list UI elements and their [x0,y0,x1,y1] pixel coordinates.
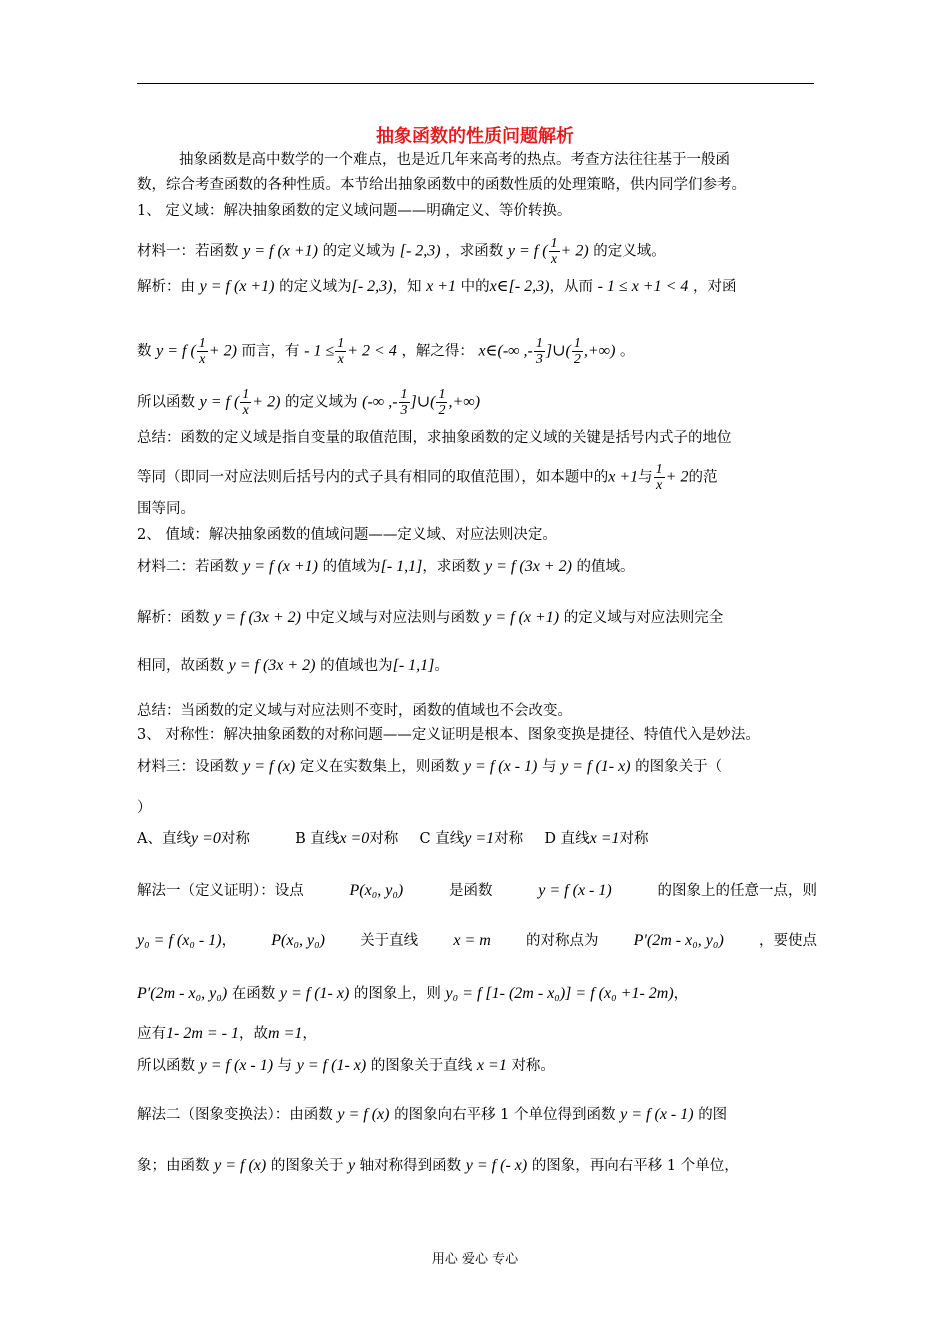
analysis-1-line-2: 数 y = f ( $\frac{1}{x}$ + 2) 而言，有 - 1 ≤ $\frac{1}{x}$ + 2 < 4 ，解之得： x∈(-∞ ,- $\frac{1}{3}$ ]∪( $\frac{1}{2}$ ,+∞) 。 [137,336,635,367]
section-2-heading: 2、 值域：解决抽象函数的值域问题——定义域、对应法则决定。 [137,527,557,543]
analysis-2-line-1: 解析：函数 y = f (3x + 2) 中定义域与对应法则与函数 y = f (x +1) 的定义域与对应法则完全 [137,609,724,626]
fraction: $\frac{1}{x}$ [655,462,663,493]
summary-1-line-1: 总结：函数的定义域是指自变量的取值范围，求抽象函数的定义域的关键是括号内式子的地位 [137,430,732,446]
material-1: 材料一：若函数 y = f (x +1) 的定义域为 [- 2,3) ，求函数 y = f ( $\frac{1}{x}$ + 2) 的定义域。 [137,236,666,267]
proof-2-line-1: 解法二（图象变换法）：由函数 y = f (x) 的图象向右平移 1 个单位得到函数 y = f (x - 1) 的图 [137,1106,728,1123]
proof-1-line-2: y₀ = f (x₀ - 1)， P(x₀, y₀) 关于直线 x = m 的对称点为 P′(2m - x₀, y₀) ，要使点 [137,932,817,949]
intro-line-1: 抽象函数是高中数学的一个难点，也是近几年来高考的热点。考查方法往往基于一般函 [179,152,730,168]
analysis-1-line-3: 所以函数 y = f ( $\frac{1}{x}$ + 2) 的定义域为 (-∞ ,- $\frac{1}{3}$ ]∪( $\frac{1}{2}$ ,+∞) [137,387,481,418]
material-3: 材料三：设函数 y = f (x) 定义在实数集上，则函数 y = f (x - 1) 与 y = f (1- x) 的图象关于（ [137,758,723,775]
proof-1-line-4: 应有1- 2m = - 1，故m =1， [137,1025,317,1042]
summary-1-line-3: 围等同。 [137,501,195,517]
fraction: $\frac{1}{x}$ [198,336,206,367]
proof-2-line-2: 象；由函数 y = f (x) 的图象关于 y 轴对称得到函数 y = f (- x) 的图象，再向右平移 1 个单位， [137,1157,739,1174]
page-title: 抽象函数的性质问题解析 [376,126,574,147]
section-1-heading: 1、 定义域：解决抽象函数的定义域问题——明确定义、等价转换。 [137,203,572,219]
option-b: B 直线x =0对称 [295,830,399,847]
summary-2: 总结：当函数的定义域与对应法则不变时，函数的值域也不会改变。 [137,703,572,719]
fraction: $\frac{1}{x}$ [242,387,250,418]
section-3-heading: 3、 对称性：解决抽象函数的对称问题——定义证明是根本、图象变换是捷径、特值代入是妙法。 [137,727,760,743]
material-2: 材料二：若函数 y = f (x +1) 的值域为[- 1,1]，求函数 y = f (3x + 2) 的值域。 [137,558,635,575]
page-footer: 用心 爱心 专心 [431,1252,519,1267]
fraction: $\frac{1}{x}$ [337,336,345,367]
option-d: D 直线x =1对称 [544,830,649,847]
proof-1-line-3: P′(2m - x₀, y₀) 在函数 y = f (1- x) 的图象上，则 y₀ = f [1- (2m - x₀)] = f (x₀ +1- 2m)， [137,985,689,1002]
intro-line-2: 数，综合考查函数的各种性质。本节给出抽象函数中的函数性质的处理策略，供内同学们参考。 [137,177,746,193]
fraction: $\frac{1}{2}$ [438,387,446,418]
option-a: A、直线y =0对称 [137,830,250,847]
fraction: $\frac{1}{3}$ [400,387,408,418]
fraction: $\frac{1}{3}$ [535,336,543,367]
options [137,828,817,850]
option-c: C 直线y =1对称 [419,830,524,847]
fraction: $\frac{1}{x}$ [550,236,558,267]
material-3-close: ） [137,800,152,816]
analysis-1-line-1: 解析：由 y = f (x +1) 的定义域为[- 2,3)，知 x +1 中的x∈[- 2,3)，从而 - 1 ≤ x +1 < 4 ，对函 [137,278,737,295]
analysis-2-line-2: 相同，故函数 y = f (3x + 2) 的值域也为[- 1,1]。 [137,657,449,674]
header-rule [137,83,814,84]
proof-1-line-5: 所以函数 y = f (x - 1) 与 y = f (1- x) 的图象关于直线 x =1 对称。 [137,1057,555,1074]
proof-1-line-1: 解法一（定义证明）：设点 P(x₀, y₀) 是函数 y = f (x - 1) 的图象上的任意一点，则 [137,882,817,899]
summary-1-line-2: 等同（即同一对应法则后括号内的式子具有相同的取值范围），如本题中的x +1与 $\frac{1}{x}$ + 2的范 [137,462,718,493]
fraction: $\frac{1}{2}$ [573,336,581,367]
